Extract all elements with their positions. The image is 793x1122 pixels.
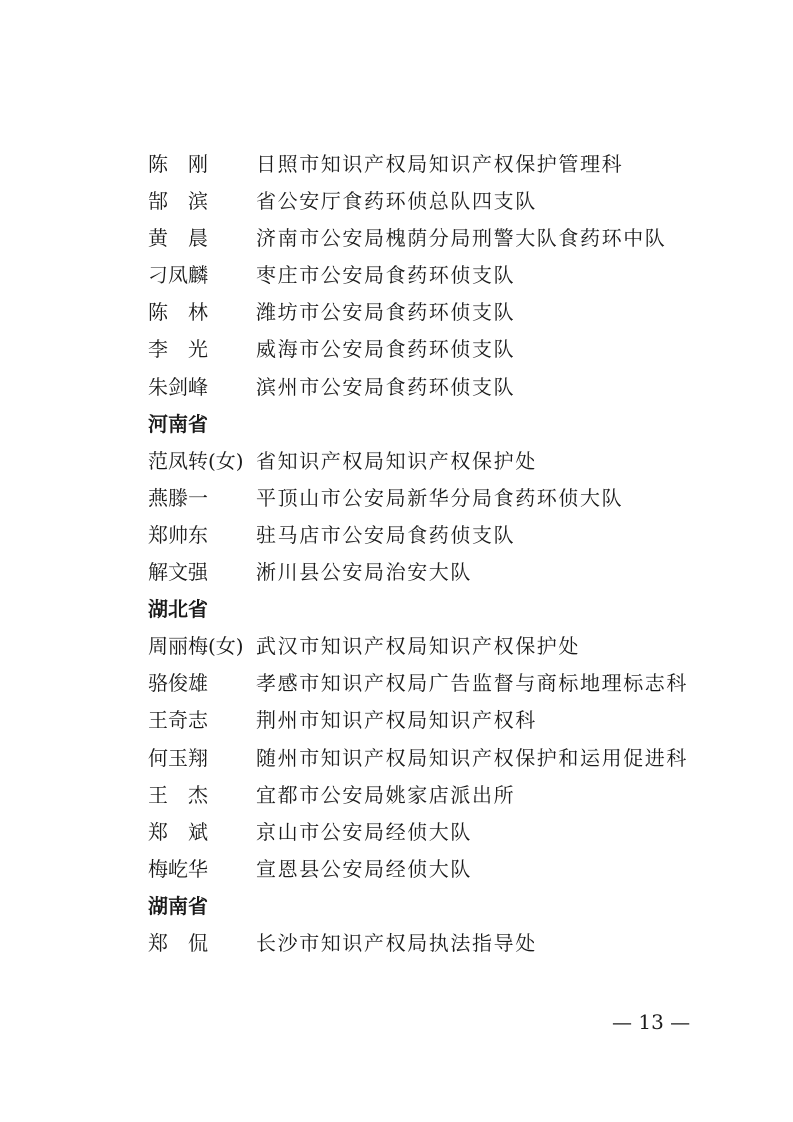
list-item xyxy=(148,220,708,257)
list-item xyxy=(148,665,708,702)
work-unit: 孝感市知识产权局广告监督与商标地理标志科 xyxy=(256,671,688,696)
work-unit: 长沙市知识产权局执法指导处 xyxy=(256,930,537,955)
list-item xyxy=(148,480,708,517)
work-unit: 日照市知识产权局知识产权保护管理科 xyxy=(256,152,624,176)
list-item xyxy=(148,294,708,331)
list-item xyxy=(148,554,708,591)
work-unit: 宣恩县公安局经侦大队 xyxy=(256,856,472,881)
work-unit: 威海市公安局食药环侦支队 xyxy=(256,337,516,362)
list-item xyxy=(148,331,708,368)
work-unit: 淅川县公安局治安大队 xyxy=(256,560,472,585)
work-unit: 枣庄市公安局食药环侦支队 xyxy=(256,263,516,288)
person-name: 朱剑峰 xyxy=(148,374,208,399)
person-name: 范凤转(女) xyxy=(148,448,244,473)
work-unit: 省知识产权局知识产权保护处 xyxy=(256,448,537,473)
work-unit: 滨州市公安局食药环侦支队 xyxy=(256,374,516,399)
list-item xyxy=(148,257,708,294)
province-heading: 湖南省 xyxy=(148,893,208,918)
person-name: 刁凤麟 xyxy=(148,263,208,288)
list-item xyxy=(148,851,708,888)
work-unit: 宜都市公安局姚家店派出所 xyxy=(256,782,516,807)
person-name: 何玉翔 xyxy=(148,745,208,770)
person-name: 郜 滨 xyxy=(148,189,208,214)
list-item xyxy=(148,814,708,851)
work-unit: 随州市知识产权局知识产权保护和运用促进科 xyxy=(256,745,688,770)
work-unit: 济南市公安局槐荫分局刑警大队食药环中队 xyxy=(256,226,667,251)
list-item xyxy=(148,740,708,777)
person-name: 燕滕一 xyxy=(148,485,208,510)
person-name: 陈 林 xyxy=(148,300,208,325)
work-unit: 驻马店市公安局食药侦支队 xyxy=(256,522,516,547)
person-name: 李 光 xyxy=(148,337,208,362)
person-name: 郑 斌 xyxy=(148,819,208,844)
list-item xyxy=(148,369,708,406)
list-item xyxy=(148,777,708,814)
person-name: 郑 侃 xyxy=(148,930,208,955)
list-item xyxy=(148,925,708,962)
list-item xyxy=(148,183,708,220)
person-name: 王 杰 xyxy=(148,782,208,807)
person-name: 骆俊雄 xyxy=(148,671,208,696)
person-name: 黄 晨 xyxy=(148,226,208,251)
work-unit: 平顶山市公安局新华分局食药环侦大队 xyxy=(256,485,624,510)
work-unit: 省公安厅食药环侦总队四支队 xyxy=(256,189,537,214)
province-heading: 河南省 xyxy=(148,411,208,436)
award-list xyxy=(148,146,708,962)
person-name: 郑帅东 xyxy=(148,522,208,547)
list-item xyxy=(148,146,708,183)
person-name: 解文强 xyxy=(148,560,208,585)
work-unit: 潍坊市公安局食药环侦支队 xyxy=(256,300,516,325)
list-item xyxy=(148,702,708,739)
list-item xyxy=(148,628,708,665)
person-name: 陈 刚 xyxy=(148,152,208,176)
work-unit: 荆州市知识产权局知识产权科 xyxy=(256,708,537,733)
person-name: 梅屹华 xyxy=(148,856,208,881)
list-item xyxy=(148,517,708,554)
page-number: — 13 — xyxy=(612,1010,691,1034)
list-item xyxy=(148,443,708,480)
work-unit: 武汉市知识产权局知识产权保护处 xyxy=(256,634,580,659)
province-heading: 湖北省 xyxy=(148,597,208,622)
person-name: 王奇志 xyxy=(148,708,208,733)
work-unit: 京山市公安局经侦大队 xyxy=(256,819,472,844)
person-name: 周丽梅(女) xyxy=(148,634,244,659)
